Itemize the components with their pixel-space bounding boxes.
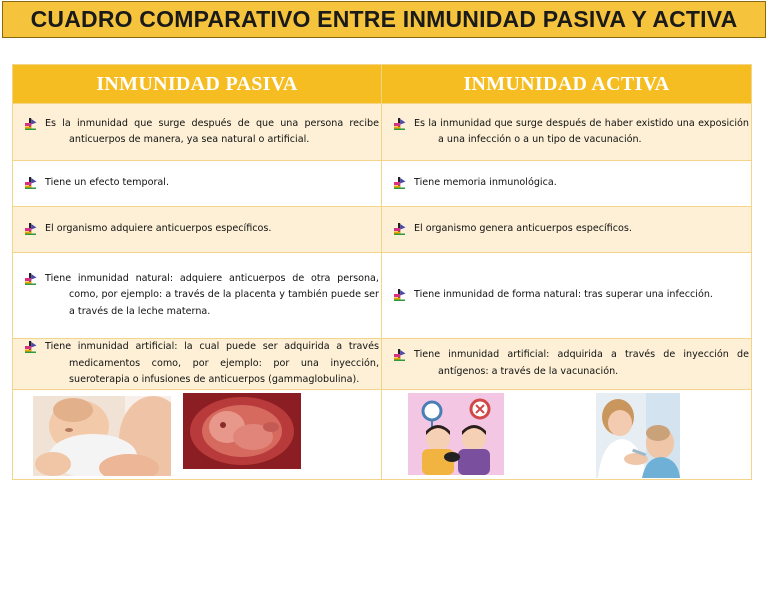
comparison-table bbox=[12, 64, 752, 480]
table-cell: Tiene inmunidad natural: adquiere anticuerpos de otra persona, como, por ejemplo: a través de la placenta y también puede ser a través de la leche materna. bbox=[13, 253, 382, 339]
bullet-arrow-icon bbox=[25, 118, 37, 130]
table-cell: Es la inmunidad que surge después de haber existido una exposición a una infección o a un tipo de vacunación. bbox=[382, 104, 752, 161]
table-cell: Tiene inmunidad artificial: adquirida a través de inyección de antígenos: a través de la vacunación. bbox=[382, 339, 752, 390]
title-bar bbox=[2, 1, 766, 38]
table-cell: El organismo adquiere anticuerpos específicos. bbox=[13, 207, 382, 253]
column-header-pasiva: INMUNIDAD PASIVA bbox=[13, 65, 382, 104]
page-title: CUADRO COMPARATIVO ENTRE INMUNIDAD PASIVA Y ACTIVA bbox=[30, 6, 738, 32]
bullet-arrow-icon bbox=[394, 289, 406, 301]
children-vaccine-illustration bbox=[408, 393, 504, 475]
bullet-arrow-icon bbox=[25, 223, 37, 235]
bullet-arrow-icon bbox=[394, 349, 406, 361]
bullet-arrow-icon bbox=[25, 341, 37, 353]
bullet-arrow-icon bbox=[394, 223, 406, 235]
table-cell: Es la inmunidad que surge después de que una persona recibe anticuerpos de manera, ya sea natural o artificial. bbox=[13, 104, 382, 161]
bullet-arrow-icon bbox=[25, 177, 37, 189]
breastfeeding-baby-image bbox=[33, 396, 171, 476]
column-header-activa: INMUNIDAD ACTIVA bbox=[382, 65, 752, 104]
image-cell-pasiva bbox=[13, 389, 382, 479]
table-cell: Tiene memoria inmunológica. bbox=[382, 161, 752, 207]
bullet-arrow-icon bbox=[394, 118, 406, 130]
table-cell: Tiene inmunidad artificial: la cual puede ser adquirida a través medicamentos como, por ejemplo: por una inyección, sueroterapia o infusiones de anticuerpos (gammaglobulina). bbox=[13, 339, 382, 390]
image-cell-activa bbox=[382, 389, 752, 479]
table-cell: El organismo genera anticuerpos específicos. bbox=[382, 207, 752, 253]
table-cell: Tiene inmunidad de forma natural: tras superar una infección. bbox=[382, 253, 752, 339]
table-cell: Tiene un efecto temporal. bbox=[13, 161, 382, 207]
fetus-image bbox=[183, 393, 301, 469]
bullet-arrow-icon bbox=[394, 177, 406, 189]
bullet-arrow-icon bbox=[25, 273, 37, 285]
nurse-vaccinating-child-image bbox=[596, 393, 680, 478]
